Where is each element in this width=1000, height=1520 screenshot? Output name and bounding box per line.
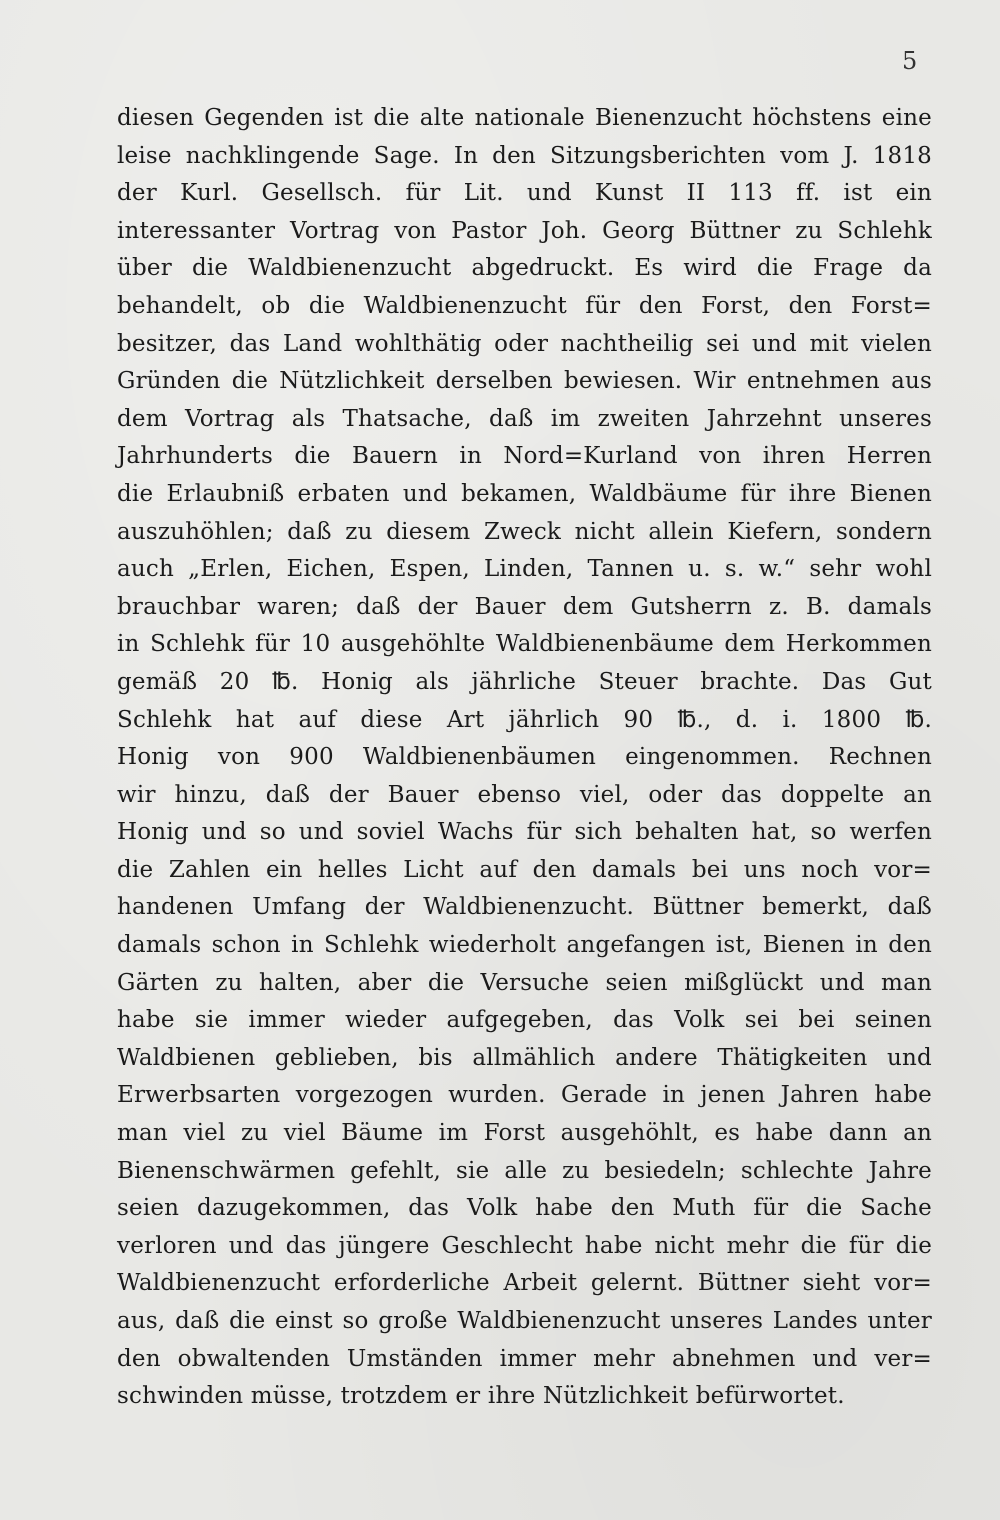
text-line: damals schon in Schlehk wiederholt angefangen ist, Bienen in den bbox=[117, 932, 932, 959]
text-line: Jahrhunderts die Bauern in Nord=Kurland von ihren Herren bbox=[117, 443, 932, 470]
text-line: habe sie immer wieder aufgegeben, das Volk sei bei seinen bbox=[117, 1007, 932, 1034]
text-line: in Schlehk für 10 ausgehöhlte Waldbienenbäume dem Herkommen bbox=[117, 631, 932, 658]
text-line: seien dazugekommen, das Volk habe den Muth für die Sache bbox=[117, 1195, 932, 1222]
text-line: Waldbienen geblieben, bis allmählich andere Thätigkeiten und bbox=[117, 1044, 932, 1071]
text-line: interessanter Vortrag von Pastor Joh. Georg Büttner zu Schlehk bbox=[117, 217, 932, 244]
text-line: über die Waldbienenzucht abgedruckt. Es wird die Frage da bbox=[117, 255, 932, 282]
text-line: gemäß 20 ℔. Honig als jährliche Steuer brachte. Das Gut bbox=[117, 668, 932, 695]
text-line: leise nachklingende Sage. In den Sitzungsberichten vom J. 1818 bbox=[117, 142, 932, 169]
text-line: Gründen die Nützlichkeit derselben bewiesen. Wir entnehmen aus bbox=[117, 368, 932, 395]
text-line: den obwaltenden Umständen immer mehr abnehmen und ver= bbox=[117, 1345, 932, 1372]
text-line: dem Vortrag als Thatsache, daß im zweiten Jahrzehnt unseres bbox=[117, 405, 932, 432]
text-line: aus, daß die einst so große Waldbienenzucht unseres Landes unter bbox=[117, 1308, 932, 1334]
text-line: Honig und so und soviel Wachs für sich behalten hat, so werfen bbox=[117, 819, 932, 846]
text-line: verloren und das jüngere Geschlecht habe nicht mehr die für die bbox=[117, 1232, 932, 1259]
text-line: Waldbienenzucht erforderliche Arbeit gelernt. Büttner sieht vor= bbox=[117, 1270, 932, 1297]
body-text bbox=[117, 100, 932, 1416]
text-line: Gärten zu halten, aber die Versuche seien mißglückt und man bbox=[117, 969, 932, 996]
text-line: diesen Gegenden ist die alte nationale Bienenzucht höchstens eine bbox=[117, 105, 932, 131]
text-line: auch „Erlen, Eichen, Espen, Linden, Tannen u. s. w.“ sehr wohl bbox=[117, 556, 932, 583]
text-line: Bienenschwärmen gefehlt, sie alle zu besiedeln; schlechte Jahre bbox=[117, 1157, 932, 1184]
text-line: der Kurl. Gesellsch. für Lit. und Kunst II 113 ff. ist ein bbox=[117, 180, 932, 207]
text-line: man viel zu viel Bäume im Forst ausgehöhlt, es habe dann an bbox=[117, 1120, 932, 1147]
text-line: besitzer, das Land wohlthätig oder nachtheilig sei und mit vielen bbox=[117, 330, 932, 357]
text-line: die Erlaubniß erbaten und bekamen, Waldbäume für ihre Bienen bbox=[117, 480, 932, 507]
text-line: handenen Umfang der Waldbienenzucht. Büttner bemerkt, daß bbox=[117, 894, 932, 921]
page-number: 5 bbox=[902, 47, 918, 75]
text-line: auszuhöhlen; daß zu diesem Zweck nicht allein Kiefern, sondern bbox=[117, 518, 932, 545]
text-line: wir hinzu, daß der Bauer ebenso viel, oder das doppelte an bbox=[117, 781, 932, 808]
text-line: behandelt, ob die Waldbienenzucht für den Forst, den Forst= bbox=[117, 292, 932, 319]
text-line: Schlehk hat auf diese Art jährlich 90 ℔., d. i. 1800 ℔. bbox=[117, 706, 932, 733]
text-line: Honig von 900 Waldbienenbäumen eingenommen. Rechnen bbox=[117, 744, 932, 771]
text-line: schwinden müsse, trotzdem er ihre Nützlichkeit befürwortet. bbox=[117, 1383, 845, 1410]
text-line: die Zahlen ein helles Licht auf den damals bei uns noch vor= bbox=[117, 856, 932, 883]
text-line: brauchbar waren; daß der Bauer dem Gutsherrn z. B. damals bbox=[117, 593, 932, 620]
text-line: Erwerbsarten vorgezogen wurden. Gerade in jenen Jahren habe bbox=[117, 1082, 932, 1109]
